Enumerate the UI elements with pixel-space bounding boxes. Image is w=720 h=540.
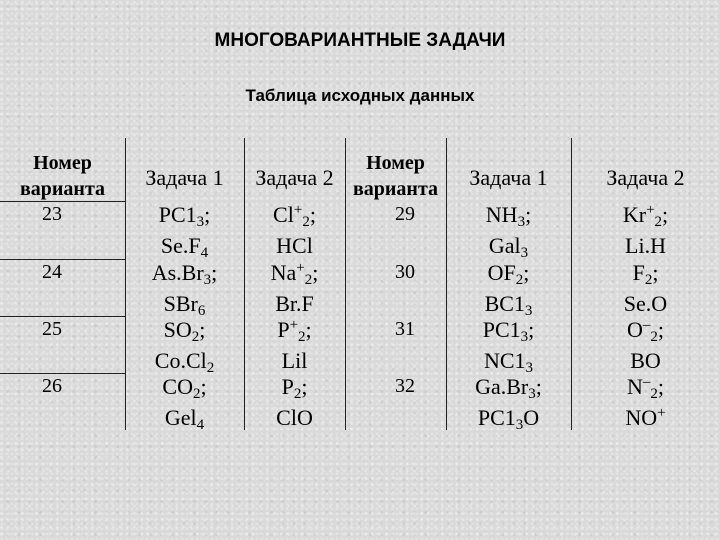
table-cell: SBr$_6$ — [163, 291, 206, 319]
table-cell: $O^-_2$; — [626, 317, 664, 345]
table-caption: Таблица исходных данных — [245, 86, 475, 105]
table-cell: $P^+_2$; — [277, 317, 312, 345]
table-cell: $Co.Cl_2$ — [154, 348, 215, 376]
header-task2-right: Задача 2 — [606, 165, 685, 190]
table-cell: Gel$_4$ — [164, 405, 205, 433]
table-cell: Br.F — [275, 291, 314, 316]
variant-number: 29 — [395, 203, 415, 225]
header-task2-left: Задача 2 — [255, 165, 334, 190]
variant-number: 30 — [395, 261, 415, 283]
table-cell: Li.H — [625, 233, 666, 258]
table-cell: ClO — [276, 405, 313, 430]
table-cell: $Se.F_4$ — [160, 233, 209, 261]
table-cell: $PC1_3$; — [482, 317, 535, 345]
variant-number: 24 — [42, 261, 62, 283]
table-cell: $OF_2$; — [487, 260, 530, 288]
table-cell: $Kr^+_2$; — [622, 202, 669, 230]
table-cell: $Ga.Br_3$; — [475, 374, 542, 402]
variant-number: 25 — [42, 318, 62, 340]
table-cell: BO — [630, 348, 661, 373]
table-cell: $F_2$; — [632, 260, 659, 288]
page-title: МНОГОВАРИАНТНЫЕ ЗАДАЧИ — [214, 30, 506, 51]
header-variant-line2: варианта — [352, 178, 439, 200]
table-cell: $NC1_3$ — [483, 348, 534, 376]
table-cell: $P_2$; — [281, 374, 308, 402]
table-cell: Gal$_3$ — [488, 233, 529, 261]
header-variant-right — [345, 150, 446, 202]
table-cell: Se.O — [623, 291, 668, 316]
header-task1-left: Задача 1 — [145, 165, 224, 190]
table-cell: Lil — [281, 348, 308, 373]
variant-number: 31 — [395, 318, 415, 340]
table-cell: $PC1_3$; — [158, 202, 211, 230]
variant-number: 32 — [395, 375, 415, 397]
table-cell: HCl — [276, 233, 313, 258]
variant-number: 23 — [42, 203, 62, 225]
header-variant-line1: Номер — [366, 152, 425, 174]
table-cell: $N^-_2$; — [626, 374, 664, 402]
table-cell: $Cl^+_2$; — [273, 202, 316, 230]
header-task1-right: Задача 1 — [469, 165, 548, 190]
table-cell: $Na^+_2$; — [270, 260, 319, 288]
table-cell: NO+ — [625, 405, 666, 430]
table-cell: $As.Br_3$; — [151, 260, 218, 288]
table-cell: $CO_2$; — [162, 374, 207, 402]
header-variant-line2: варианта — [19, 178, 106, 200]
header-variant-line1: Номер — [33, 152, 92, 174]
variant-number: 26 — [42, 375, 62, 397]
table-cell: $BC1_3$ — [484, 291, 533, 319]
table-cell: $SO_2$; — [163, 317, 206, 345]
table-cell: $PC1_3O$ — [477, 405, 540, 433]
source-data-table — [0, 138, 720, 438]
table-cell: $NH_3$; — [485, 202, 532, 230]
header-variant-left — [0, 150, 125, 202]
